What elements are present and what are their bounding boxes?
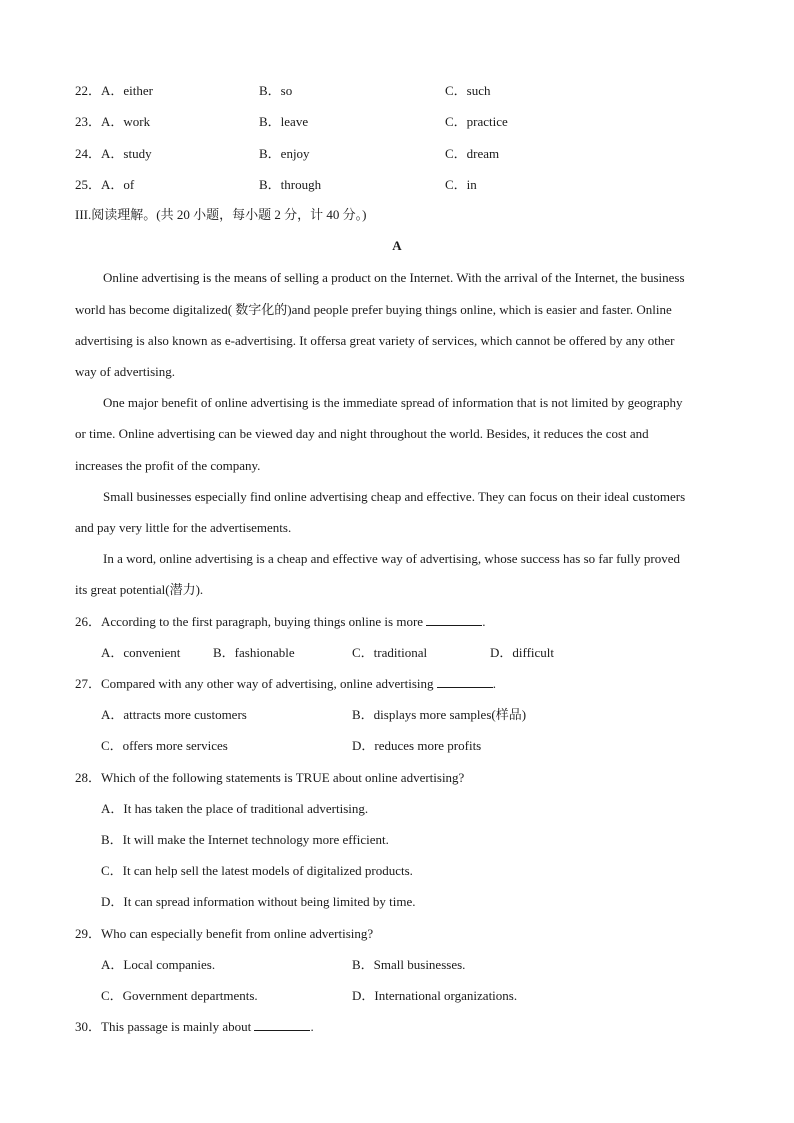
- cloze-row: [0, 112, 794, 132]
- passage-line: world has become digitalized( 数字化的)and people prefer buying things online, which is easier and faster. Online: [75, 302, 672, 317]
- option-c: C．It can help sell the latest models of digitalized products.: [101, 863, 413, 878]
- option-d: D．It can spread information without being limited by time.: [101, 894, 416, 909]
- answer-blank: [437, 675, 493, 688]
- option-b: B．fashionable: [213, 645, 295, 660]
- passage-line: advertising is also known as e-advertising. It offersa great variety of services, which cannot be offered by any other: [75, 333, 675, 348]
- passage-title: A: [392, 238, 402, 253]
- option-d: D．reduces more profits: [352, 738, 482, 753]
- option-b: B．It will make the Internet technology more efficient.: [101, 832, 389, 847]
- answer-blank: [426, 613, 482, 626]
- passage-line: Small businesses especially find online advertising cheap and effective. They can focus on their ideal customers: [103, 489, 686, 504]
- passage-line: One major benefit of online advertising is the immediate spread of information that is not limited by geography: [103, 395, 683, 410]
- passage-line: increases the profit of the company.: [75, 458, 261, 473]
- option-a: 25．A．of: [75, 177, 135, 192]
- passage-line: way of advertising.: [75, 364, 176, 379]
- question-27: 27．Compared with any other way of advertising, online advertising .: [75, 676, 497, 691]
- option-a: 23．A．work: [75, 114, 151, 129]
- option-a: 22．A．either: [75, 83, 153, 98]
- option-c: C．offers more services: [101, 738, 228, 753]
- passage-line: In a word, online advertising is a cheap and effective way of advertising, whose success has so far fully proved: [103, 551, 680, 566]
- option-a: A．It has taken the place of traditional advertising.: [101, 801, 369, 816]
- passage-line: or time. Online advertising can be viewed day and night throughout the world. Besides, it reduces the cost and: [75, 426, 649, 441]
- option-c: C．in: [445, 177, 477, 192]
- cloze-row: [0, 175, 794, 195]
- option-a: A．attracts more customers: [101, 707, 247, 722]
- option-c: C．such: [445, 83, 491, 98]
- option-b: B．so: [259, 83, 293, 98]
- section-heading: III.阅读理解。(共 20 小题，每小题 2 分，计 40 分。): [75, 207, 367, 222]
- answer-blank: [254, 1018, 310, 1031]
- option-b: B．through: [259, 177, 322, 192]
- option-b: B．leave: [259, 114, 309, 129]
- question-30: 30．This passage is mainly about .: [75, 1019, 314, 1034]
- option-c: C．traditional: [352, 645, 428, 660]
- option-c: C．practice: [445, 114, 508, 129]
- question-28: 28．Which of the following statements is TRUE about online advertising?: [75, 770, 465, 785]
- cloze-row: [0, 81, 794, 101]
- cloze-row: [0, 144, 794, 164]
- question-26: 26．According to the first paragraph, buying things online is more .: [75, 614, 486, 629]
- option-b: B．Small businesses.: [352, 957, 466, 972]
- question-29: 29．Who can especially benefit from online advertising?: [75, 926, 374, 941]
- option-a: A．Local companies.: [101, 957, 216, 972]
- option-d: D．difficult: [490, 645, 555, 660]
- option-c: C．Government departments.: [101, 988, 258, 1003]
- option-b: B．enjoy: [259, 146, 310, 161]
- passage-line: Online advertising is the means of selling a product on the Internet. With the arrival of the Internet, the business: [103, 270, 685, 285]
- option-b: B．displays more samples(样品): [352, 707, 527, 722]
- option-a: 24．A．study: [75, 146, 152, 161]
- passage-line: its great potential(潜力).: [75, 582, 204, 597]
- passage-line: and pay very little for the advertisements.: [75, 520, 292, 535]
- option-a: A．convenient: [101, 645, 181, 660]
- option-c: C．dream: [445, 146, 500, 161]
- option-d: D．International organizations.: [352, 988, 518, 1003]
